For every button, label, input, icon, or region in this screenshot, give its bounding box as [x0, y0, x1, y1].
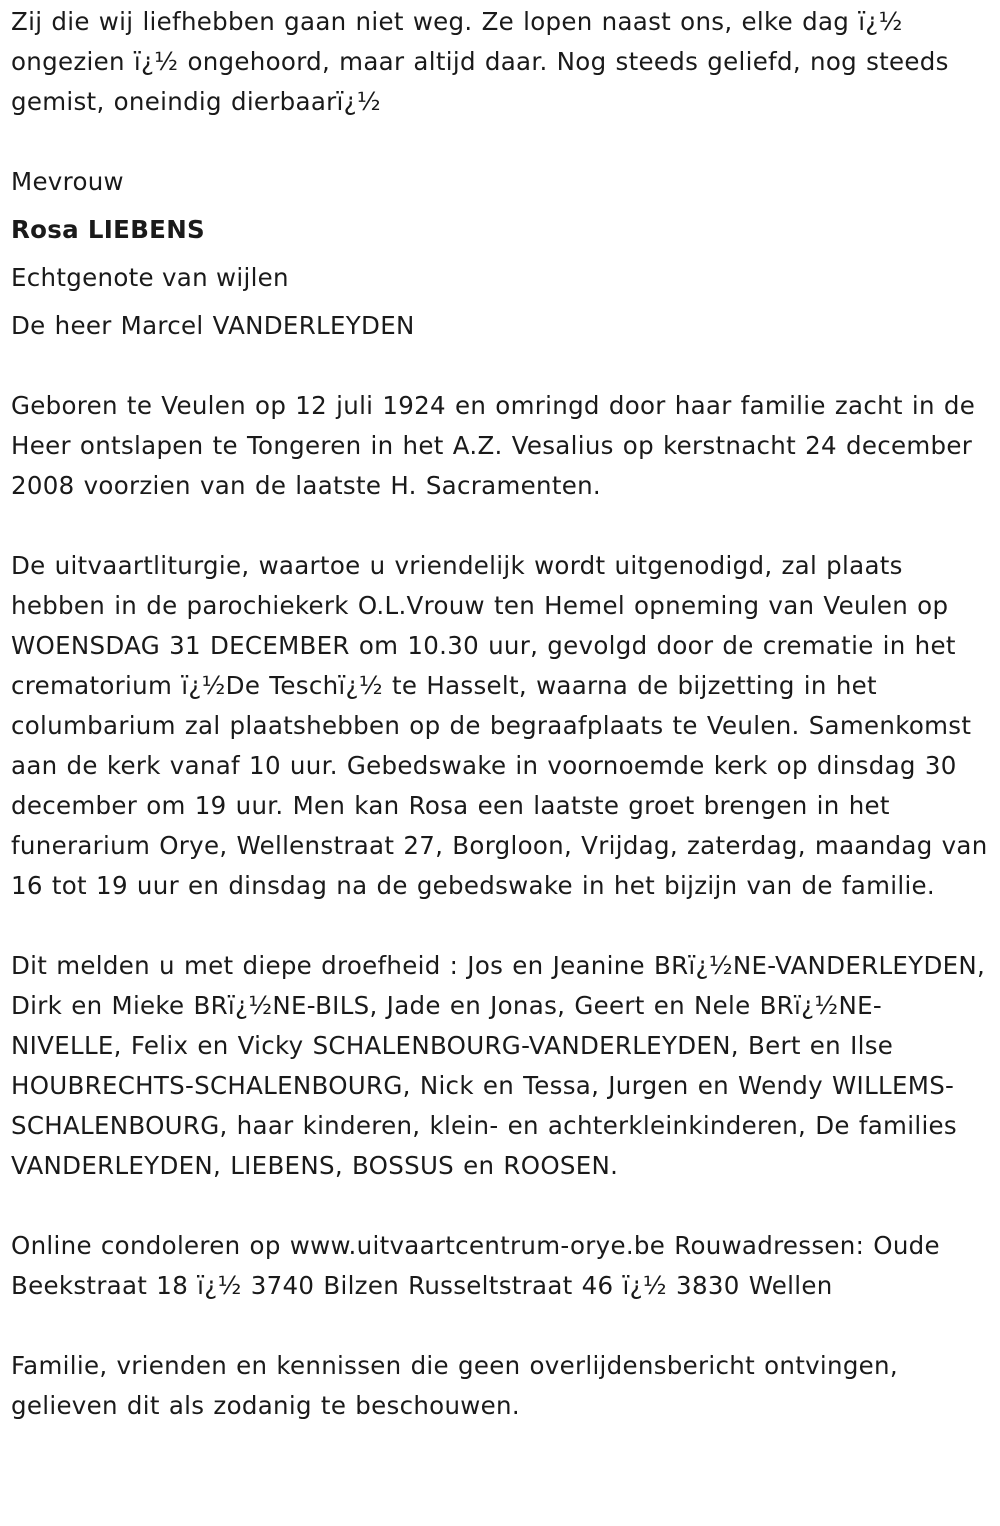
condolences-paragraph: Online condoleren op www.uitvaartcentrum-orye.be Rouwadressen: Oude Beekstraat 18 ï¿½ 3740 Bilzen Russeltstraat 46 ï¿½ 3830 Wellen: [11, 1231, 940, 1300]
closing-paragraph: Familie, vrienden en kennissen die geen overlijdensbericht ontvingen, gelieven dit als zodanig te beschouwen.: [11, 1351, 898, 1420]
salutation: Mevrouw: [11, 167, 124, 196]
spouse-name: De heer Marcel VANDERLEYDEN: [11, 311, 415, 340]
funeral-paragraph: De uitvaartliturgie, waartoe u vriendelijk wordt uitgenodigd, zal plaats hebben in de parochiekerk O.L.Vrouw ten Hemel opneming van Veulen op WOENSDAG 31 DECEMBER om 10.30 uur, gevolgd door de crematie in het crematorium ï¿½De Teschï¿½ te Hasselt, waarna de bijzetting in het columbarium zal plaatshebben op de begraafplaats te Veulen. Samenkomst aan de kerk vanaf 10 uur. Gebedswake in voornoemde kerk op dinsdag 30 december om 19 uur. Men kan Rosa een laatste groet brengen in het funerarium Orye, Wellenstraat 27, Borgloon, Vrijdag, zaterdag, maandag van 16 tot 19 uur en dinsdag na de gebedswake in het bijzijn van de familie.: [11, 551, 988, 900]
birth-death-paragraph: Geboren te Veulen op 12 juli 1924 en omringd door haar familie zacht in de Heer ontslapen te Tongeren in het A.Z. Vesalius op kerstnacht 24 december 2008 voorzien van de laatste H. Sacramenten.: [11, 391, 976, 500]
spacer: [11, 122, 988, 162]
memorial-quote: Zij die wij liefhebben gaan niet weg. Ze lopen naast ons, elke dag ï¿½ ongezien ï¿½ ongehoord, maar altijd daar. Nog steeds geliefd, nog steeds gemist, oneindig dierbaarï¿½: [11, 7, 949, 116]
deceased-name: Rosa LIEBENS: [11, 215, 205, 244]
relation-label: Echtgenote van wijlen: [11, 263, 289, 292]
spacer: [11, 1186, 988, 1226]
family-paragraph: Dit melden u met diepe droefheid : Jos en Jeanine BRï¿½NE-VANDERLEYDEN, Dirk en Mieke BRï¿½NE-BILS, Jade en Jonas, Geert en Nele BRï¿½NE-NIVELLE, Felix en Vicky SCHALENBOURG-VANDERLEYDEN, Bert en Ilse HOUBRECHTS-SCHALENBOURG, Nick en Tessa, Jurgen en Wendy WILLEMS-SCHALENBOURG, haar kinderen, klein- en achterkleinkinderen, De families VANDERLEYDEN, LIEBENS, BOSSUS en ROOSEN.: [11, 951, 986, 1180]
spacer: [11, 506, 988, 546]
spacer: [11, 1306, 988, 1346]
spacer: [11, 346, 988, 386]
spacer: [11, 906, 988, 946]
